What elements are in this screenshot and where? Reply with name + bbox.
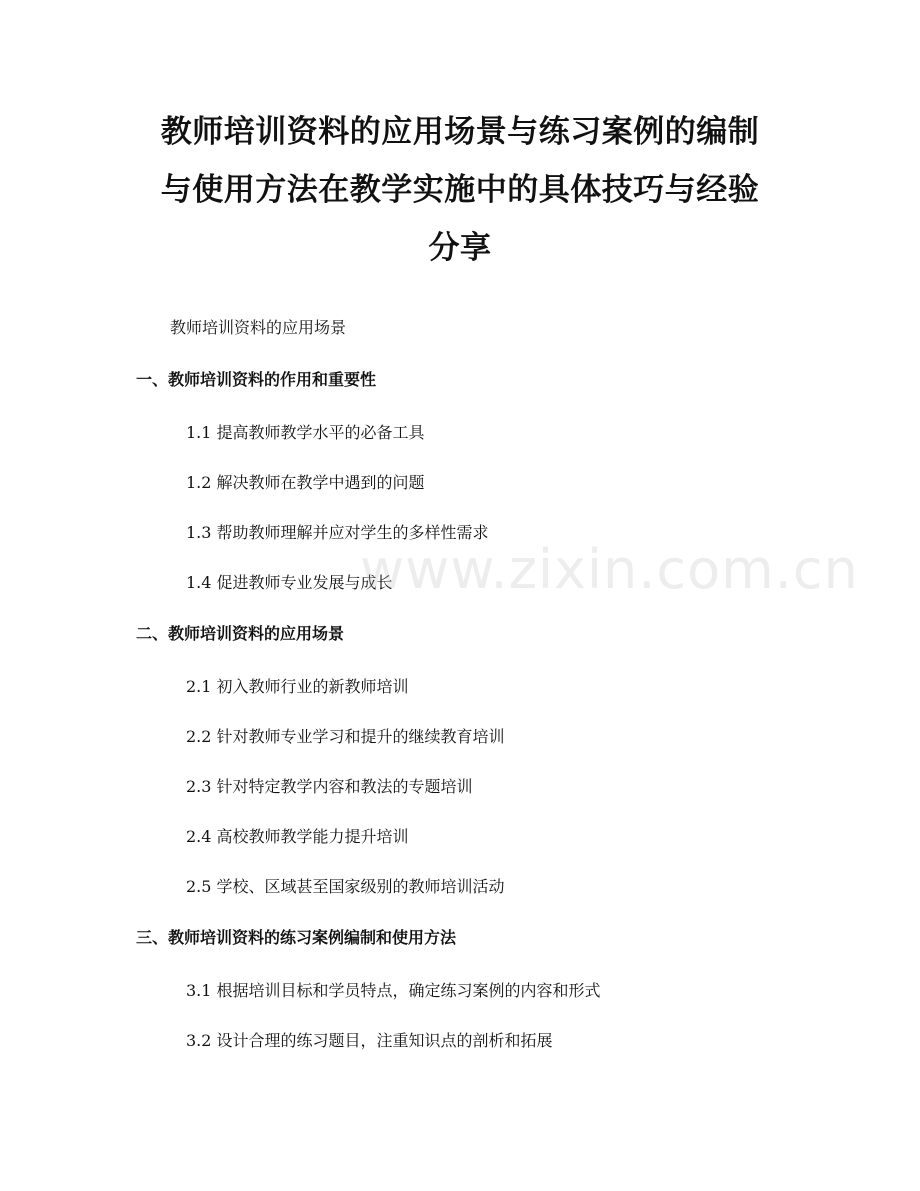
section-heading-2: 二、教师培训资料的应用场景: [136, 624, 345, 643]
section-3-item-1: 3.1 根据培训目标和学员特点，确定练习案例的内容和形式: [186, 981, 601, 1000]
watermark-text: www.zixin.com.cn: [360, 538, 859, 601]
section-1-item-1: 1.1 提高教师教学水平的必备工具: [186, 423, 425, 442]
section-3-item-2: 3.2 设计合理的练习题目，注重知识点的剖析和拓展: [186, 1031, 553, 1050]
intro-paragraph: 教师培训资料的应用场景: [170, 318, 347, 337]
section-2-item-3: 2.3 针对特定教学内容和教法的专题培训: [186, 777, 473, 796]
section-2-item-4: 2.4 高校教师教学能力提升培训: [186, 827, 409, 846]
section-heading-3: 三、教师培训资料的练习案例编制和使用方法: [136, 928, 457, 947]
section-heading-1: 一、教师培训资料的作用和重要性: [136, 370, 377, 389]
section-1-item-4: 1.4 促进教师专业发展与成长: [186, 573, 393, 592]
section-2-item-2: 2.2 针对教师专业学习和提升的继续教育培训: [186, 727, 505, 746]
title-line-3: 分享: [428, 230, 492, 266]
title-line-1: 教师培训资料的应用场景与练习案例的编制: [160, 114, 760, 150]
section-2-item-1: 2.1 初入教师行业的新教师培训: [186, 677, 409, 696]
section-1-item-3: 1.3 帮助教师理解并应对学生的多样性需求: [186, 523, 489, 542]
document-title: [120, 103, 800, 277]
title-line-2: 与使用方法在教学实施中的具体技巧与经验: [160, 172, 760, 208]
section-2-item-5: 2.5 学校、区域甚至国家级别的教师培训活动: [186, 877, 505, 896]
section-1-item-2: 1.2 解决教师在教学中遇到的问题: [186, 473, 425, 492]
